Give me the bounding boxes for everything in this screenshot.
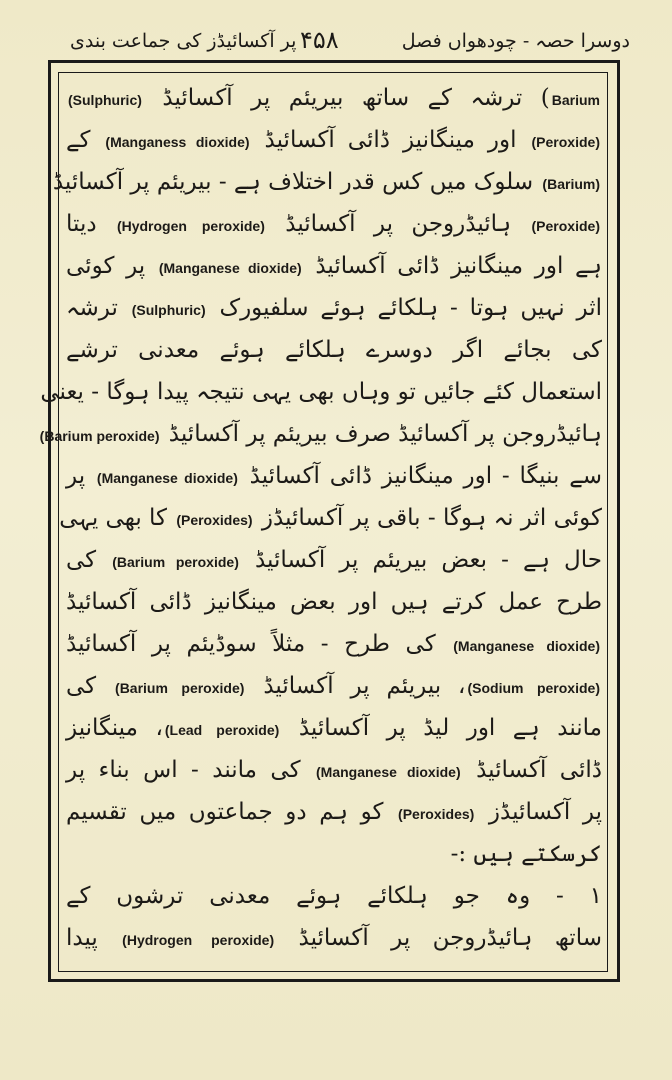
text-line-14: (Manganese dioxide) کی طرح - مثلاً سوڈیئم پر آکسائیڈ [66,631,600,657]
text-line-21: ساتھ ہائیڈروجن پر آکسائیڈ (Hydrogen peroxide) پیدا [66,925,602,951]
english-term: (Hydrogen peroxide) [116,218,265,234]
english-term: (Manganese dioxide) [453,638,600,654]
text-line-10: سے بنیگا - اور مینگانیز ڈائی آکسائیڈ (Manganese dioxide) پر [66,463,602,489]
english-term: (Barium peroxide) [112,554,239,570]
text-line-7: کی بجائے اگر دوسرے ہلکائے ہوئے معدنی ترشے [66,337,602,363]
text-line-2: (Peroxide) اور مینگانیز ڈائی آکسائیڈ (Manganess dioxide) کے [66,127,600,153]
text-line-3: (Barium) سلوک میں کس قدر اختلاف ہے - بیریئم پر آکسائیڈ [52,169,600,195]
english-term: (Sulphuric) [68,92,142,108]
english-term: (Manganese dioxide) [96,470,238,486]
english-term: (Sodium peroxide) [467,680,600,696]
text-line-8: استعمال کئے جائیں تو وہاں بھی یہی نتیجہ پیدا ہوگا - یعنی [40,379,602,405]
running-head-left: پر آکسائیڈز کی جماعت بندی [70,30,297,52]
text-line-12: حال ہے - بعض بیریئم پر آکسائیڈ (Barium peroxide) کی [66,547,602,573]
text-line-15: (Sodium peroxide)، بیریئم پر آکسائیڈ (Barium peroxide) کی [66,673,600,699]
text-line-13: طرح عمل کرتے ہیں اور بعض مینگانیز ڈائی آکسائیڈ [66,589,602,615]
running-head-right: دوسرا حصہ - چودھواں فصل [401,30,630,52]
text-line-20: ۱ - وہ جو ہلکائے ہوئے معدنی ترشوں کے [66,883,602,909]
english-term: (Lead peroxide) [164,722,280,738]
english-term: (Manganese dioxide) [158,260,302,276]
english-term: (Peroxide) [531,218,600,234]
text-line-5: ہے اور مینگانیز ڈائی آکسائیڈ (Manganese dioxide) پر کوئی [66,253,602,279]
english-term: (Hydrogen peroxide) [122,932,275,948]
english-term: (Barium peroxide) [39,428,160,444]
text-line-6: اثر نہیں ہوتا - ہلکائے ہوئے سلفیورک (Sulphuric) ترشہ [66,295,602,321]
text-line-4: (Peroxide) ہائیڈروجن پر آکسائیڈ (Hydrogen peroxide) دیتا [66,211,600,237]
text-line-9: ہائیڈروجن پر آکسائیڈ صرف بیریئم پر آکسائیڈ (Barium peroxide) [39,421,602,447]
english-term: (Sulphuric) [131,302,206,318]
english-term: (Barium peroxide) [115,680,245,696]
english-term: (Manganese dioxide) [316,764,461,780]
text-line-19: کرسکتے ہیں :- [450,841,602,867]
english-term: Barium [551,92,600,108]
text-line-11: کوئی اثر نہ ہوگا - باقی پر آکسائیڈز (Peroxides) کا بھی یہی [59,505,602,531]
english-term: (Barium) [542,176,600,192]
text-line-16: مانند ہے اور لیڈ پر آکسائیڈ (Lead peroxide)، مینگانیز [66,715,602,741]
page-number: ۴۵۸ [300,26,339,54]
english-term: (Peroxides) [398,806,475,822]
running-head [70,26,630,62]
text-line-18: پر آکسائیڈز (Peroxides) کو ہم دو جماعتوں میں تقسیم [66,799,602,825]
text-line-17: ڈائی آکسائیڈ (Manganese dioxide) کی مانند - اس بناء پر [66,757,602,783]
text-line-1: Barium) ترشہ کے ساتھ بیریئم پر آکسائیڈ (Sulphuric) [68,85,600,111]
english-term: (Peroxides) [176,512,253,528]
english-term: (Peroxide) [531,134,600,150]
english-term: (Manganess dioxide) [105,134,250,150]
